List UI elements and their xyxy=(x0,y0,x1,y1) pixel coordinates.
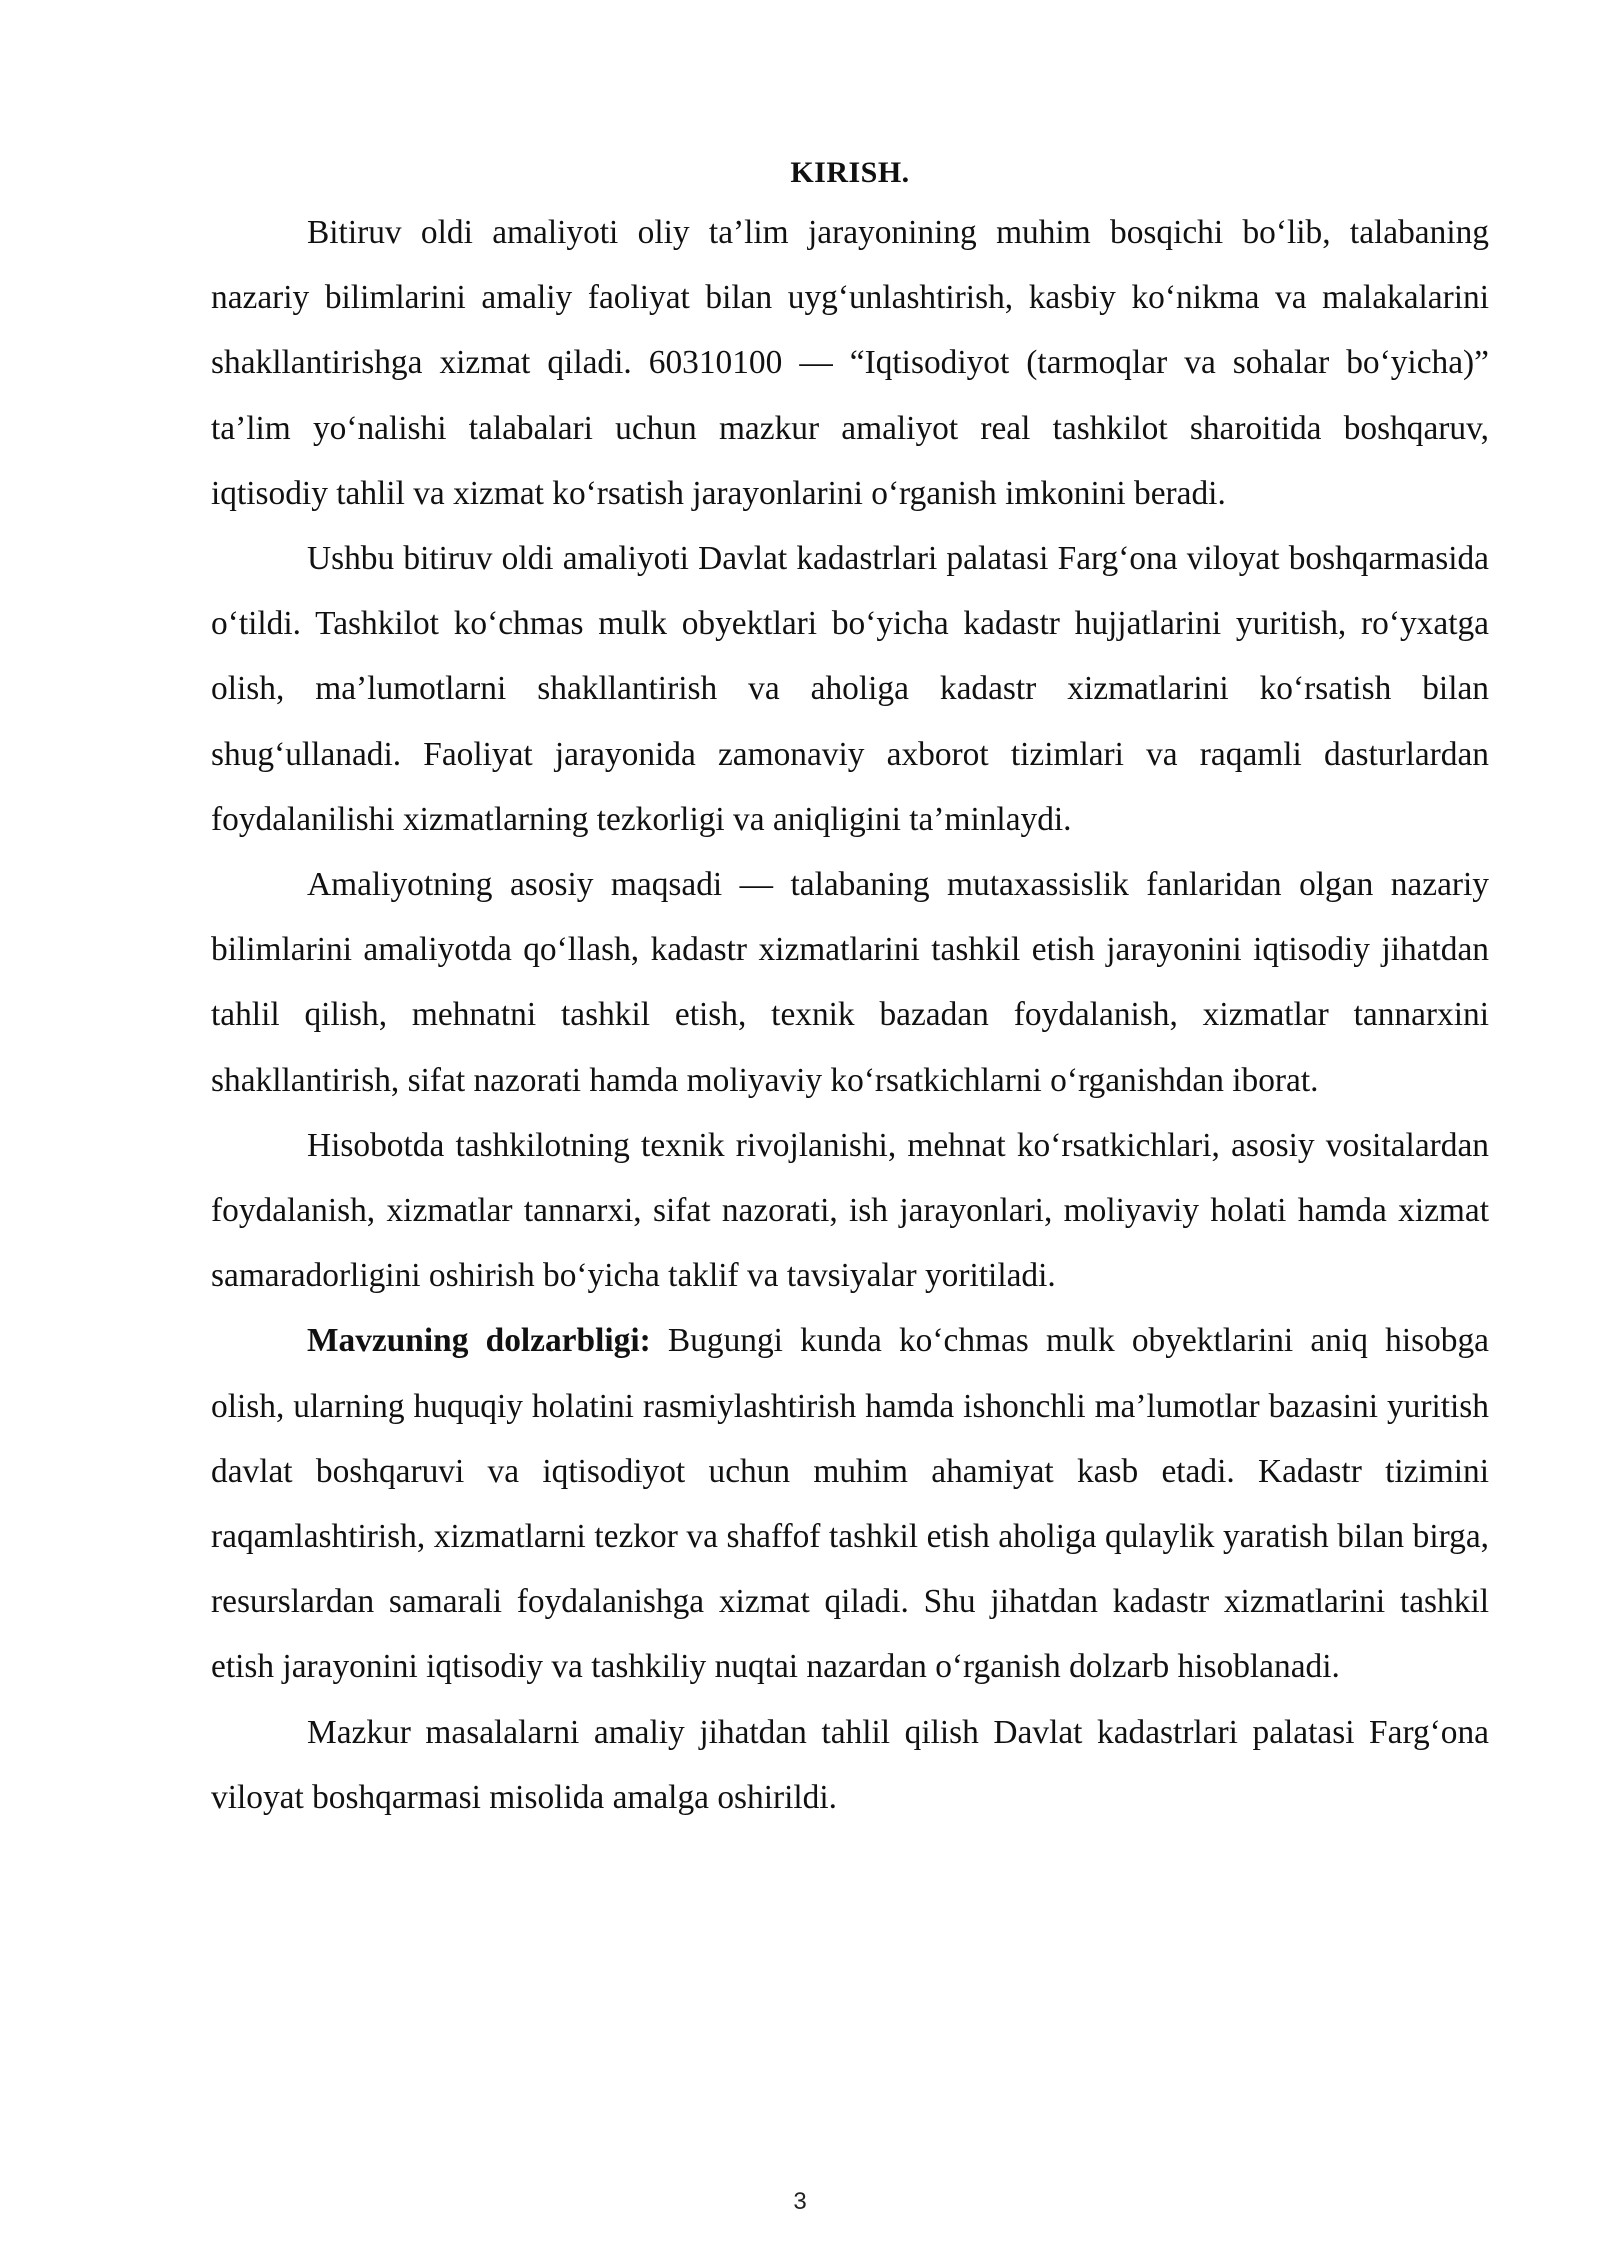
page-number: 3 xyxy=(793,2188,807,2215)
paragraph-closing xyxy=(211,1700,1489,1830)
page-content xyxy=(211,150,1489,1830)
section-heading: KIRISH. xyxy=(790,156,910,189)
paragraph-text: Bitiruv oldi amaliyoti oliy ta’lim jarayonining muhim bosqichi bo‘lib, talabaning nazariy bilimlarini amaliy faoliyat bilan uyg‘unlashtirish, kasbiy ko‘nikma va malakalarini shakllantirishga xizmat qiladi. 60310100 — “Iqtisodiyot (tarmoqlar va sohalar bo‘yicha)” ta’lim yo‘nalishi talabalari uchun mazkur amaliyot real tashkilot sharoitida boshqaruv, iqtisodiy tahlil va xizmat ko‘rsatish jarayonlarini o‘rganish imkonini beradi. xyxy=(211,214,1489,512)
paragraph-text: Mazkur masalalarni amaliy jihatdan tahlil qilish Davlat kadastrlari palatasi Farg‘ona viloyat boshqarmasi misolida amalga oshirildi. xyxy=(211,1713,1489,1816)
paragraph-purpose xyxy=(211,852,1489,1113)
paragraph-bold-lead: Mavzuning dolzarbligi: xyxy=(307,1322,651,1360)
paragraph-text: Bugungi kunda ko‘chmas mulk obyektlarini aniq hisobga olish, ularning huquqiy holatini rasmiylashtirish hamda ishonchli ma’lumotlar bazasini yuritish davlat boshqaruvi va iqtisodiyot uchun muhim ahamiyat kasb etadi. Kadastr tizimini raqamlashtirish, xizmatlarni tezkor va shaffof tashkil etish aholiga qulaylik yaratish bilan birga, resurslardan samarali foydalanishga xizmat qiladi. Shu jihatdan kadastr xizmatlarini tashkil etish jarayonini iqtisodiy va tashkiliy nuqtai nazardan o‘rganish dolzarb hisoblanadi. xyxy=(211,1322,1489,1686)
paragraph-organization xyxy=(211,526,1489,852)
paragraph-intro xyxy=(211,200,1489,526)
paragraph-report-scope xyxy=(211,1113,1489,1309)
paragraph-text: Ushbu bitiruv oldi amaliyoti Davlat kadastrlari palatasi Farg‘ona viloyat boshqarmasida o‘tildi. Tashkilot ko‘chmas mulk obyektlari bo‘yicha kadastr hujjatlarini yuritish, ro‘yxatga olish, ma’lumotlarni shakllantirish va aholiga kadastr xizmatlarini ko‘rsatish bilan shug‘ullanadi. Faoliyat jarayonida zamonaviy axborot tizimlari va raqamli dasturlardan foydalanilishi xizmatlarning tezkorligi va aniqligini ta’minlaydi. xyxy=(211,540,1489,838)
paragraph-text: Amaliyotning asosiy maqsadi — talabaning mutaxassislik fanlaridan olgan nazariy bilimlarini amaliyotda qo‘llash, kadastr xizmatlarini tashkil etish jarayonini iqtisodiy jihatdan tahlil qilish, mehnatni tashkil etish, texnik bazadan foydalanish, xizmatlar tannarxini shakllantirish, sifat nazorati hamda moliyaviy ko‘rsatkichlarni o‘rganishdan iborat. xyxy=(211,866,1489,1099)
paragraph-relevance xyxy=(211,1308,1489,1699)
paragraph-text: Hisobotda tashkilotning texnik rivojlanishi, mehnat ko‘rsatkichlari, asosiy vositalardan foydalanish, xizmatlar tannarxi, sifat nazorati, ish jarayonlari, moliyaviy holati hamda xizmat samaradorligini oshirish bo‘yicha taklif va tavsiyalar yoritiladi. xyxy=(211,1126,1489,1295)
